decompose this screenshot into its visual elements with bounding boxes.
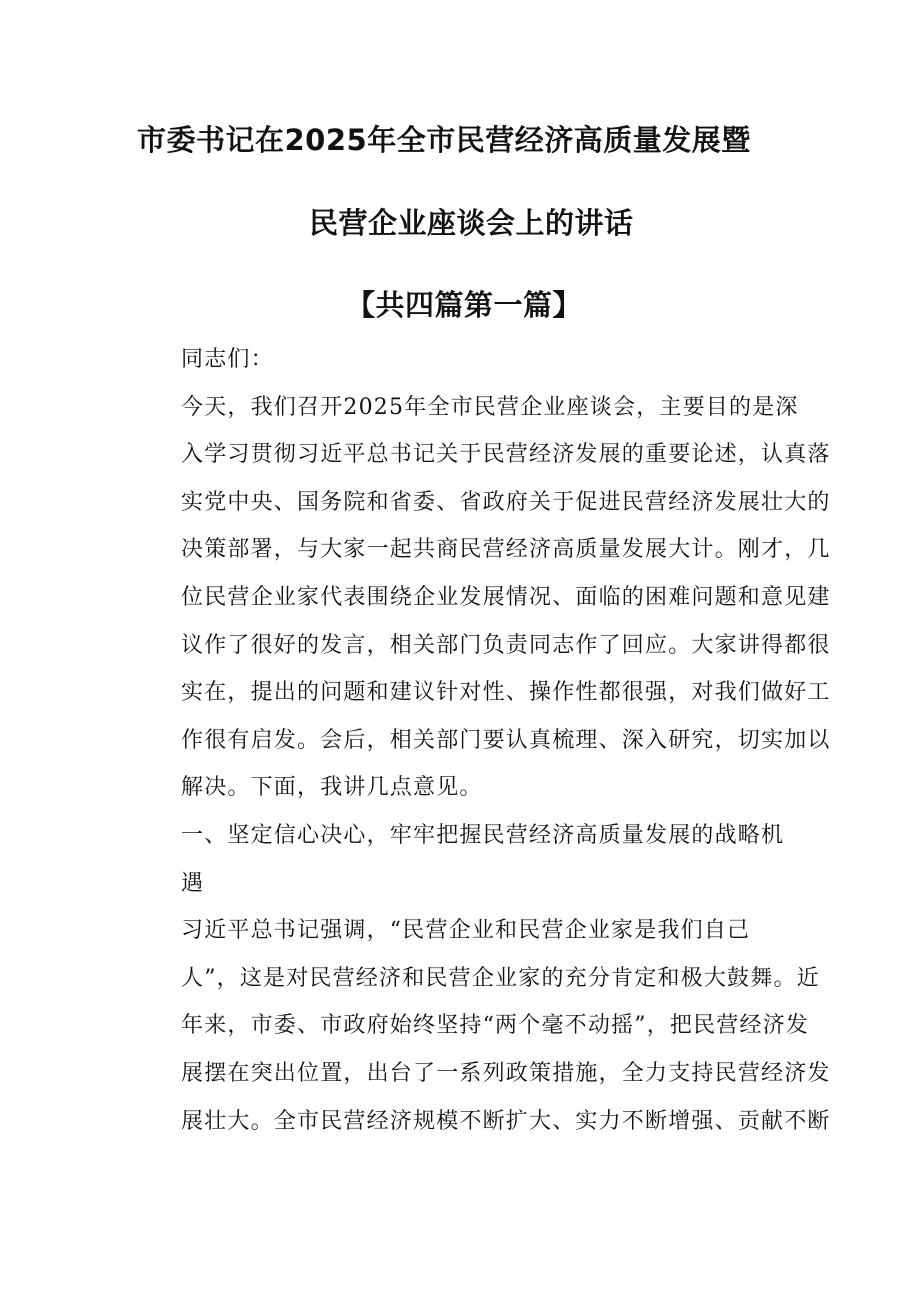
paragraph-line: 习近平总书记强调，“民营企业和民营企业家是我们自己 (181, 918, 751, 944)
paragraph-line: 今天，我们召开2025年全市民营企业座谈会，主要目的是深 (181, 394, 799, 420)
paragraph-line: 遇 (181, 870, 205, 896)
paragraph-line: 展摆在突出位置，出台了一系列政策措施，全力支持民营经济发 (181, 1060, 831, 1086)
document-title-line-1: 市委书记在2025年全市民营经济高质量发展暨 (137, 123, 751, 157)
paragraph-line: 人”，这是对民营经济和民营企业家的充分肯定和极大鼓舞。近 (181, 965, 820, 991)
paragraph-line: 年来，市委、市政府始终坚持“两个毫不动摇”，把民营经济发 (181, 1013, 810, 1039)
paragraph-line: 解决。下面，我讲几点意见。 (181, 775, 483, 801)
document-subtitle: 【共四篇第一篇】 (346, 288, 583, 322)
paragraph-line: 实党中央、国务院和省委、省政府关于促进民营经济发展壮大的 (181, 489, 831, 515)
paragraph-salutation (137, 336, 797, 384)
paragraph-line: 位民营企业家代表围绕企业发展情况、面临的困难问题和意见建 (181, 584, 831, 610)
paragraph-line: 展壮大。全市民营经济规模不断扩大、实力不断增强、贡献不断 (181, 1108, 831, 1134)
paragraph-line: 实在，提出的问题和建议针对性、操作性都很强，对我们做好工 (181, 680, 831, 706)
paragraph-introduction (137, 384, 831, 812)
paragraph-section-one-body (137, 907, 831, 1145)
paragraph-line: 议作了很好的发言，相关部门负责同志作了回应。大家讲得都很 (181, 632, 831, 658)
document-title-line-2: 民营企业座谈会上的讲话 (309, 206, 634, 240)
paragraph-line: 作很有启发。会后，相关部门要认真梳理、深入研究，切实加以 (181, 727, 831, 753)
paragraph-line: 入学习贯彻习近平总书记关于民营经济发展的重要论述，认真落 (181, 442, 831, 468)
paragraph-line: 一、坚定信心决心，牢牢把握民营经济高质量发展的战略机 (181, 822, 785, 848)
paragraph-line: 同志们： (181, 347, 274, 372)
section-heading-one (137, 812, 797, 907)
document-body (137, 336, 831, 1145)
paragraph-line: 决策部署，与大家一起共商民营经济高质量发展大计。刚才，几 (181, 537, 831, 563)
